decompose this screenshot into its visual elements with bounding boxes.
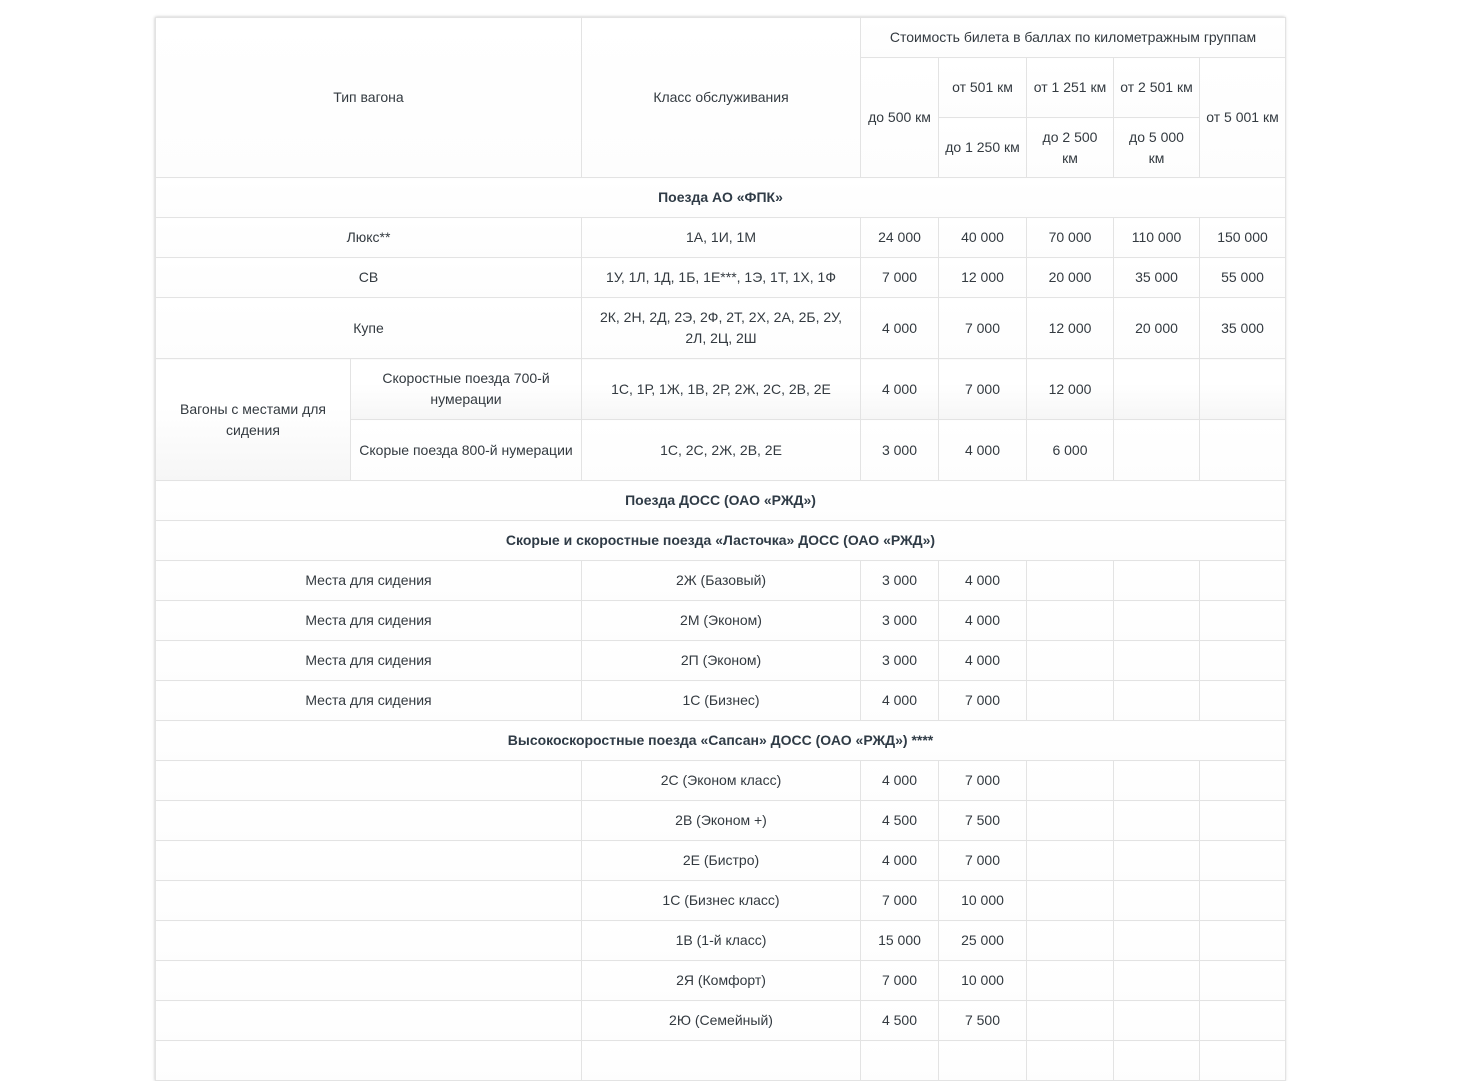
cell-value: 4 000 [939,420,1027,481]
cell-value: 4 500 [861,801,939,841]
cell-value [1200,681,1286,721]
cell-value [1200,420,1286,481]
cell-value: 7 500 [939,801,1027,841]
cell-value [1114,921,1200,961]
table-row [156,1041,1286,1081]
cell-class: 2С (Эконом класс) [582,761,861,801]
table-row [156,801,1286,841]
cell-value: 70 000 [1027,218,1114,258]
cell-class: 2Е (Бистро) [582,841,861,881]
cell-value: 10 000 [939,881,1027,921]
cell-value [1027,681,1114,721]
header-group-3-from: от 1 251 км [1027,58,1114,118]
cell-value [1200,359,1286,420]
cell-value: 4 000 [861,681,939,721]
cell-value: 7 000 [939,761,1027,801]
cell-value: 35 000 [1114,258,1200,298]
cell-class: 2Я (Комфорт) [582,961,861,1001]
cell-value [1027,881,1114,921]
section-title-doss: Поезда ДОСС (ОАО «РЖД») [156,481,1286,521]
cell-value [1114,601,1200,641]
cell-value [1200,561,1286,601]
cell-value: 7 000 [861,881,939,921]
cell-value: 4 000 [861,841,939,881]
cell-value: 3 000 [861,641,939,681]
cell-value [1114,1001,1200,1041]
cell-value: 40 000 [939,218,1027,258]
cell-value: 4 000 [861,359,939,420]
cell-value [1200,921,1286,961]
cell-value [1114,841,1200,881]
tariff-table [155,17,1286,1081]
cell-value: 3 000 [861,601,939,641]
cell-value: 12 000 [939,258,1027,298]
cell-type: СВ [156,258,582,298]
cell-value: 7 000 [861,961,939,1001]
cell-type [156,881,582,921]
header-group-3-to: до 2 500 км [1027,118,1114,178]
cell-value [1114,641,1200,681]
cell-value [1114,961,1200,1001]
cell-type: Люкс** [156,218,582,258]
cell-value [1027,561,1114,601]
cell-value [1200,961,1286,1001]
cell-subtype: Скорые поезда 800-й нумерации [351,420,582,481]
cell-seating-group: Вагоны с местами для сидения [156,359,351,481]
cell-value [1027,801,1114,841]
header-group-4-to: до 5 000 км [1114,118,1200,178]
header-group-1: до 500 км [861,58,939,178]
table-row [156,1001,1286,1041]
cell-value [1114,761,1200,801]
cell-value [1027,641,1114,681]
cell-value [1200,601,1286,641]
cell-type [156,761,582,801]
cell-value: 25 000 [939,921,1027,961]
cell-class: 2П (Эконом) [582,641,861,681]
tariff-table-container [155,17,1285,1081]
cell-class: 1В (1-й класс) [582,921,861,961]
table-row [156,359,1286,420]
table-row [156,961,1286,1001]
cell-value: 55 000 [1200,258,1286,298]
cell-value [1200,1001,1286,1041]
cell-value: 7 500 [939,1001,1027,1041]
header-group-4-from: от 2 501 км [1114,58,1200,118]
cell-class: 2В (Эконом +) [582,801,861,841]
cell-value: 35 000 [1200,298,1286,359]
header-group-2-to: до 1 250 км [939,118,1027,178]
cell-class: 2Ю (Семейный) [582,1001,861,1041]
cell-value: 7 000 [939,298,1027,359]
table-row [156,298,1286,359]
cell-type [156,921,582,961]
cell-value: 3 000 [861,561,939,601]
table-row [156,641,1286,681]
cell-value: 15 000 [861,921,939,961]
cell-value: 7 000 [939,359,1027,420]
cell-value: 6 000 [1027,420,1114,481]
cell-type: Купе [156,298,582,359]
cell-value [1114,359,1200,420]
cell-value [1027,961,1114,1001]
cell-type [156,801,582,841]
cell-value [1114,801,1200,841]
cell-class: 2Ж (Базовый) [582,561,861,601]
cell-value: 10 000 [939,961,1027,1001]
cell-value [1200,1041,1286,1081]
cell-value: 7 000 [939,681,1027,721]
cell-value [1200,801,1286,841]
cell-class: 1С, 1Р, 1Ж, 1В, 2Р, 2Ж, 2С, 2В, 2Е [582,359,861,420]
cell-value: 4 000 [861,298,939,359]
cell-value [1027,921,1114,961]
cell-value: 4 000 [939,561,1027,601]
cell-value [1200,761,1286,801]
cell-type: Места для сидения [156,681,582,721]
cell-value [1200,641,1286,681]
cell-value: 7 000 [861,258,939,298]
cell-type [156,1001,582,1041]
header-group-2-from: от 501 км [939,58,1027,118]
cell-type: Места для сидения [156,561,582,601]
cell-value: 4 500 [861,1001,939,1041]
cell-value [1027,841,1114,881]
cell-subtype: Скоростные поезда 700-й нумерации [351,359,582,420]
cell-value: 4 000 [939,601,1027,641]
table-row [156,921,1286,961]
table-row [156,761,1286,801]
cell-value: 150 000 [1200,218,1286,258]
cell-class: 1С, 2С, 2Ж, 2В, 2Е [582,420,861,481]
cell-type: Места для сидения [156,601,582,641]
cell-value [1200,841,1286,881]
cell-value [1114,561,1200,601]
cell-value [1027,601,1114,641]
cell-value: 7 000 [939,841,1027,881]
header-group-5: от 5 001 км [1200,58,1286,178]
table-row [156,881,1286,921]
cell-value [939,1041,1027,1081]
cell-value: 12 000 [1027,359,1114,420]
cell-value: 24 000 [861,218,939,258]
table-row [156,681,1286,721]
cell-value [1114,881,1200,921]
cell-value: 20 000 [1027,258,1114,298]
header-class: Класс обслуживания [582,18,861,178]
cell-value [1114,420,1200,481]
table-row [156,218,1286,258]
cell-value: 4 000 [861,761,939,801]
header-cost: Стоимость билета в баллах по километражным группам [861,18,1286,58]
cell-class [582,1041,861,1081]
cell-type [156,841,582,881]
cell-value [1027,761,1114,801]
cell-value [1114,681,1200,721]
cell-value: 12 000 [1027,298,1114,359]
cell-class: 2К, 2Н, 2Д, 2Э, 2Ф, 2Т, 2Х, 2А, 2Б, 2У, 2Л, 2Ц, 2Ш [582,298,861,359]
cell-class: 1У, 1Л, 1Д, 1Б, 1Е***, 1Э, 1Т, 1Х, 1Ф [582,258,861,298]
cell-type [156,1041,582,1081]
cell-value: 3 000 [861,420,939,481]
cell-class: 1С (Бизнес класс) [582,881,861,921]
section-title-fpk: Поезда АО «ФПК» [156,178,1286,218]
cell-class: 2М (Эконом) [582,601,861,641]
cell-value [1027,1041,1114,1081]
cell-value [861,1041,939,1081]
cell-type: Места для сидения [156,641,582,681]
table-row [156,841,1286,881]
section-title-sapsan: Высокоскоростные поезда «Сапсан» ДОСС (ОАО «РЖД») **** [156,721,1286,761]
cell-value [1027,1001,1114,1041]
section-title-lastochka: Скорые и скоростные поезда «Ласточка» ДОСС (ОАО «РЖД») [156,521,1286,561]
cell-value: 20 000 [1114,298,1200,359]
table-row [156,258,1286,298]
cell-value: 110 000 [1114,218,1200,258]
table-row [156,561,1286,601]
cell-value [1200,881,1286,921]
header-type: Тип вагона [156,18,582,178]
cell-class: 1С (Бизнес) [582,681,861,721]
cell-class: 1А, 1И, 1М [582,218,861,258]
table-row [156,601,1286,641]
cell-value [1114,1041,1200,1081]
cell-value: 4 000 [939,641,1027,681]
cell-type [156,961,582,1001]
